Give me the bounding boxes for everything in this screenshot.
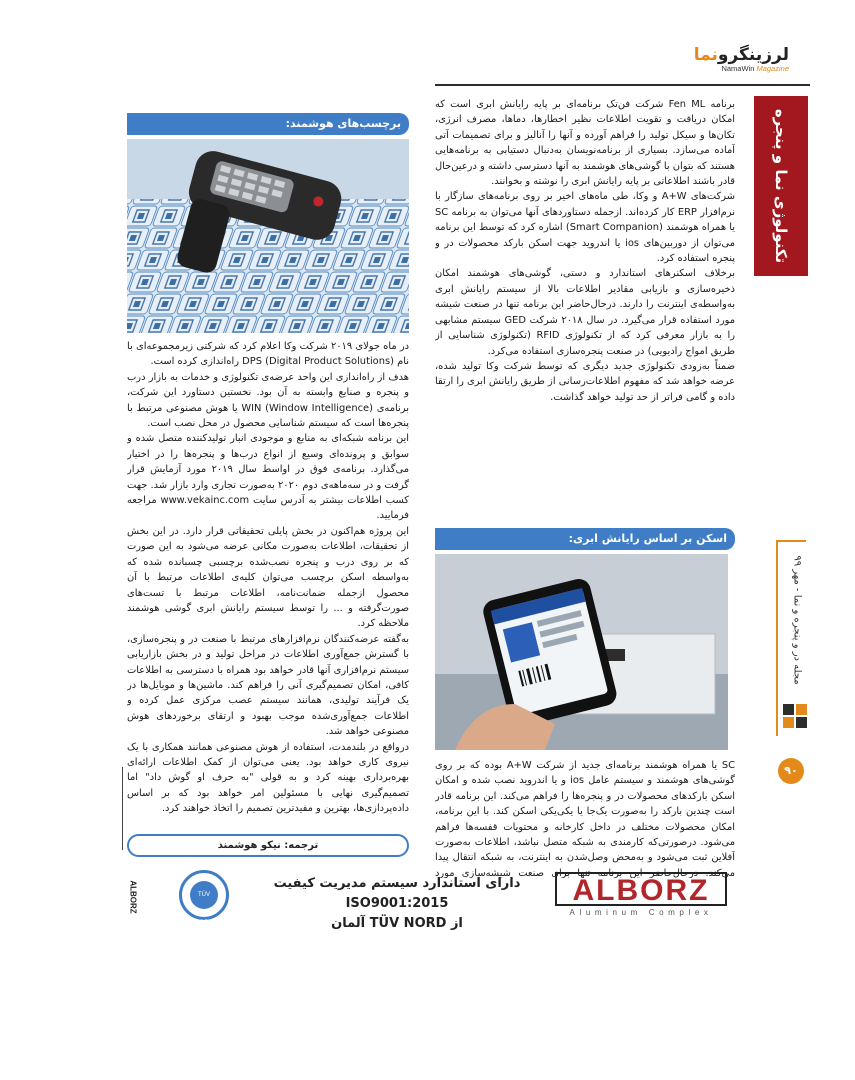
paragraph: ضمناً به‌زودی تکنولوژی جدید دیگری که توسط شرکت وکا تولید شده، عرضه خواهد شد که مفهوم اطلاعات‌رسانی از طریق رایانش ابری را ارتقا داده و گامی فراتر از حد تولید خواهد گذاشت. [435, 360, 735, 403]
iso-line-1: دارای استاندارد سیستم مدیریت کیفیت ISO9001:2015 [273, 876, 521, 911]
magazine-issue-text: مجله در و پنجره و نما - مهر ۹۹ [791, 555, 803, 685]
vertical-brand-mark [127, 868, 139, 926]
paragraph: برخلاف اسکنرهای استاندارد و دستی، گوشی‌های هوشمند امکان ذخیره‌سازی و بازیابی مقادیر اطلاعات بالا از سیستم رایانش ابری به‌واسطه‌ی اینترنت را دارند. درحال‌حاضر این برنامه تنها در صنعت شیشه مورد استفاده قرار می‌گیرد. در سال ۲۰۱۸ شرکت GED سیستم مشابهی را به بازار معرفی کرد که از تکنولوژی RFID (تکنولوژی شناسایی از طریق امواج رادیویی) در صنعت پنجره‌سازی استفاده می‌کرد. [435, 268, 735, 357]
logo-sub-left: NamaWin [721, 64, 755, 73]
paragraph: درواقع در بلندمدت، استفاده از هوش مصنوعی همانند همکاری با یک نیروی کاری خواهد بود. یعنی می‌توان از کمک اطلاعات ارائه‌ای بهره‌برداری بهینه کرد و به قولی "به حرف او گوش داد" اما تصمیم‌گیری نهایی با مسئولین امر خواهد بود که بر اساس داده‌پردازی‌ها، بهترین و مفیدترین تصمیم را اتخاذ خواهند کرد. [127, 741, 409, 815]
paragraph: شرکت‌های A+W و وکا، طی ماه‌های اخیر بر روی برنامه‌های سازگار با نرم‌افزار ERP کار کرده‌اند. ازجمله دستاوردهای آنها می‌توان به برنامه SC یا همراه هوشمند (Smart Companion) اشاره کرد که توسط این برنامه می‌توان از دوربین‌های ios یا اندروید جهت اسکن بارکد محصولات در و پنجره استفاده کرد. [435, 191, 735, 265]
logo-accent-text: نما [693, 45, 718, 65]
paragraph: به‌گفته عرضه‌کنندگان نرم‌افزارهای مرتبط با صنعت در و پنجره‌سازی، با گسترش جمع‌آوری اطلاعات در مراحل تولید و در بخش بازاریابی سیستم نرم‌افزاری آنها قادر خواهد بود همراه با دسترسی به اطلاعات کافی، امکان تصمیم‌گیری آنی را فراهم کند. ماشین‌ها و موبایل‌ها در یک فرآیند تولیدی، همانند سیستم عصب مرکزی عمل کرده و اطلاعات جمع‌آوری‌شده موجب بهبود و ارتقای برخوردهای هوش مصنوعی خواهد شد. [127, 633, 409, 738]
magazine-logo [655, 46, 789, 80]
alborz-advertisement [127, 868, 727, 931]
side-orange-rule [776, 540, 778, 736]
alborz-wordmark: ALBORZ [555, 872, 727, 906]
paragraph: SC یا همراه هوشمند برنامه‌ای جدید از شرکت A+W بوده که بر روی گوشی‌های هوشمند و سیستم عامل ios و یا اندروید نصب شده و امکان اسکن بارکدهای محصولات در و پنجره‌ها را فراهم می‌کند. این برنامه قادر است چندین بارکد را به‌صورت یک‌جا یا یکی‌یکی اسکن کند. با این برنامه، امکان محصولات مختلف در داخل کارخانه و محتویات قفسه‌ها فراهم می‌شود. درصورتی‌که کارمندی به شبکه متصل نباشد، اطلاعات به‌صورت آفلاین ثبت می‌شود و به‌محض وصل‌شدن به اینترنت، به شبکه انتقال پیدا می‌کند. درحال‌حاضر این برنامه تنها برای صنعت شیشه‌سازی مورد [435, 760, 735, 878]
barcode-scanner-photo [127, 139, 409, 333]
right-column-text [435, 97, 735, 523]
phone-scan-photo [435, 554, 728, 750]
logo-sub-right: Magazine [756, 64, 789, 73]
logo-main-text: لرزینگرو [717, 45, 789, 65]
left-column-text [127, 339, 409, 859]
section-tab-title: تکنولوژی نما و پنجره [772, 108, 790, 264]
header-rule [435, 84, 810, 86]
iso-statement [247, 874, 547, 934]
magazine-issue-label [787, 540, 807, 700]
smart-labels-heading: برچسب‌های هوشمند: [127, 113, 409, 135]
paragraph: در ماه جولای ۲۰۱۹ شرکت وکا اعلام کرد که شرکتی زیرمجموعه‌ای با نام DPS (Digital Product Solutions) راه‌اندازی کرده است. [127, 341, 409, 368]
translator-credit: ترجمه: نیکو هوشمند [127, 834, 409, 857]
tuv-certificate-label: TÜV NORD [190, 881, 218, 909]
paragraph: هدف از راه‌اندازی این واحد عرضه‌ی تکنولوژی و خدمات به بازار درب و پنجره و صنایع وابسته به آن بود. نخستین دستاورد این شرکت، برنامه‌ی WIN (Window Intelligence) یا هوش مصنوعی مرتبط با پنجره‌ها است که سیستم شناسایی محصول در محل نصب است. [127, 371, 409, 430]
page-number: ۹۰ [778, 758, 804, 784]
iso-line-2: از TÜV NORD آلمان [331, 916, 463, 931]
margin-rule [122, 767, 123, 850]
paragraph: این برنامه شبکه‌ای به منابع و موجودی انبار تولیدکننده متصل شده و سوابق و پرونده‌ای وسیع از انواع درب‌ها و پنجره‌ها را در اختیار می‌گذارد. برنامه‌ی فوق در اواسط سال ۲۰۱۹ مورد آزمایش قرار گرفت و در سه‌ماهه‌ی دوم ۲۰۲۰ به‌صورت تجاری وارد بازار شد. جهت کسب اطلاعات بیشتر به آدرس سایت www.vekainc.com مراجعه فرمایید. [127, 433, 409, 522]
alborz-logo [555, 872, 727, 922]
section-tab [754, 96, 808, 276]
paragraph: این پروژه هم‌اکنون در بخش پایلی تحقیقاتی قرار دارد. در این بخش از تحقیقات، اطلاعات به‌صورت مکانی عرضه می‌شود به این صورت که بر روی درب و پنجره نصب‌شده برچسبی چسبانده شده که به‌واسطه اسکن برچسب می‌توان کلیه‌ی اطلاعات مرتبط با آن محصول ازجمله ضمانت‌نامه، اطلاعات مرتبط با تست‌های صورت‌گرفته و ... را توسط سیستم رایانش ابری گوشی هوشمند ملاحظه کرد. [127, 525, 409, 630]
alborz-subtitle: Aluminum Complex [569, 908, 713, 917]
vertical-brand-text: ALBORZ [128, 880, 138, 914]
paragraph: برنامه Fen ML شرکت فن‌تک برنامه‌ای بر پایه رایانش ابری است که امکان دریافت و تقویت اطلاعات نظیر اخطارها، دماها، مصرف انرژی، تکان‌ها و سیکل تولید را فراهم آورده و آنها را آنالیز و برای تصمیمات آتی آماده می‌سازد. بسیاری از برنامه‌نویسان به‌دنبال دستیابی به برنامه‌هایی هستند که بتوان با گوشی‌های هوشمند به آنها دسترسی داشته و درعین‌حال قادر باشند اطلاعاتی بر پایه رایانش ابری را نوشته و بخوانند. [435, 99, 735, 188]
right-column-bottom-text [435, 758, 735, 878]
cloud-scan-heading: اسکن بر اساس رایانش ابری: [435, 528, 735, 550]
window-logo-icon [781, 702, 809, 732]
tuv-certificate-badge [179, 870, 229, 926]
